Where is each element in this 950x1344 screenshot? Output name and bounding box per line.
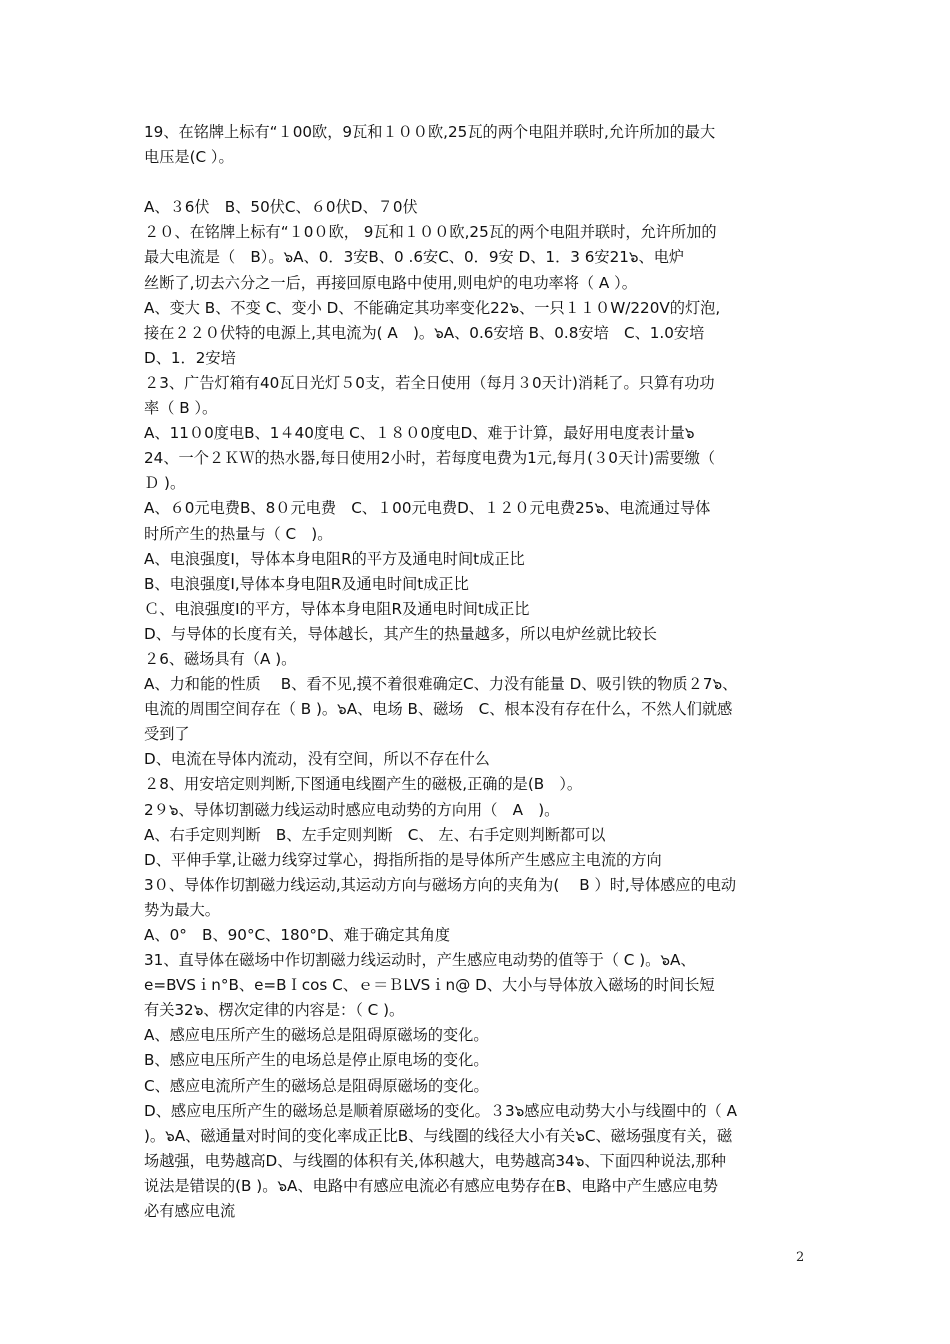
text-line: 时所产生的热量与（ C )。 xyxy=(144,524,333,543)
text-line: 说法是错误的(B )。๖A、电路中有感应电流必有感应电势存在B、电路中产生感应电势 xyxy=(144,1176,718,1195)
text-line: 势为最大。 xyxy=(144,900,220,919)
text-line: 丝断了,切去六分之一后，再接回原电路中使用,则电炉的电功率将（ A ）。 xyxy=(144,273,637,292)
text-line: e=BVSｉn°B、e=BＩcos C、ｅ＝ＢLVSｉn@ D、大小与导体放入磁场的时间长短 xyxy=(144,976,715,995)
text-line: D、感应电压所产生的磁场总是顺着原磁场的变化。３3๖感应电动势大小与线圈中的（ A xyxy=(144,1101,737,1120)
text-line: C、感应电流所产生的磁场总是阻碍原磁场的变化。 xyxy=(144,1076,489,1095)
text-line: 受到了 xyxy=(144,725,190,744)
text-line: 19、在铭牌上标有“１00欧，9瓦和１００欧,25瓦的两个电阻并联时,允许所加的最大 xyxy=(144,123,716,141)
text-line: A、３6伏 B、50伏C、６0伏D、７0伏 xyxy=(144,198,418,217)
text-line: A、电浪强度I，导体本身电阻R的平方及通电时间t成正比 xyxy=(144,549,525,568)
text-line: ２6、磁场具有（A )。 xyxy=(144,649,297,668)
text-line: 3０、导体作切割磁力线运动,其运动方向与磁场方向的夹角为( B ）时,导体感应的电动 xyxy=(144,875,737,894)
text-line: A、变大 B、不变 C、变小 D、不能确定其功率变化22๖、一只１１０W/220V的灯泡, xyxy=(144,298,721,317)
text-line: A、力和能的性质 B、看不见,摸不着很难确定C、力没有能量 D、吸引铁的物质２7๖、 xyxy=(144,675,738,694)
text-line: Ｄ )。 xyxy=(144,474,186,493)
text-line: 31、直导体在磁场中作切割磁力线运动时，产生感应电动势的值等于（ C )。๖A、 xyxy=(144,951,696,970)
text-line: 必有感应电流 xyxy=(144,1202,236,1221)
text-line: B、感应电压所产生的电场总是停止原电场的变化。 xyxy=(144,1051,489,1070)
text-line: A、11０0度电B、1４40度电 C、１８０0度电D、难于计算，最好用电度表计量๖ xyxy=(144,424,695,443)
document-body xyxy=(144,120,808,1224)
text-line: 电流的周围空间存在（ B )。๖A、电场 B、磁场 C、根本没有存在什么，不然人们就感 xyxy=(144,700,733,719)
text-line: D、1．2安培 xyxy=(144,348,236,367)
text-line: ２3、广告灯箱有40瓦日光灯５0支，若全日使用（每月３0天计)消耗了。只算有功功 xyxy=(144,373,715,392)
text-line: D、电流在导体内流动，没有空间，所以不存在什么 xyxy=(144,750,490,769)
text-line: D、平伸手掌,让磁力线穿过掌心，拇指所指的是导体所产生感应主电流的方向 xyxy=(144,850,662,869)
text-line: 场越强，电势越高D、与线圈的体积有关,体积越大，电势越高34๖、下面四种说法,那种 xyxy=(144,1151,726,1170)
text-line: ２8、用安培定则判断,下图通电线圈产生的磁极,正确的是(B ）。 xyxy=(144,775,583,794)
text-line: A、0° B、90°C、180°D、难于确定其角度 xyxy=(144,926,451,944)
blank-line xyxy=(144,170,808,195)
text-line: 最大电流是（ B）。๖A、0．3安B、0 .6安C、0．9安 D、1．3 6安21๖、电炉 xyxy=(144,248,685,267)
text-line: 率（ B ）。 xyxy=(144,399,218,418)
text-line: ２０、在铭牌上标有“１0０欧， 9瓦和１００欧,25瓦的两个电阻并联时，允许所加的 xyxy=(144,223,717,242)
text-line: 有关32๖、楞次定律的内容是：（ C )。 xyxy=(144,1001,405,1020)
text-line: A、右手定则判断 B、左手定则判断 C、 左、右手定则判断都可以 xyxy=(144,825,606,844)
text-line: D、与导体的长度有关，导体越长，其产生的热量越多，所以电炉丝就比较长 xyxy=(144,624,657,643)
text-line: Ｃ、电浪强度I的平方，导体本身电阻R及通电时间t成正比 xyxy=(144,599,530,618)
text-line: )。๖A、磁通量对时间的变化率成正比B、与线圈的线径大小有关๖C、磁场强度有关，磁 xyxy=(144,1126,733,1145)
text-line: B、电浪强度I,导体本身电阻R及通电时间t成正比 xyxy=(144,574,469,593)
text-line: 接在２２０伏特的电源上,其电流为( A )。๖A、0.6安培 B、0.8安培 C、1.0安培 xyxy=(144,323,705,342)
page-number: 2 xyxy=(796,1250,805,1265)
text-line: 24、一个２ＫＷ的热水器,每日使用2小时，若每度电费为1元,每月(３0天计)需要缴（ xyxy=(144,449,716,468)
text-line: 电压是(C ）。 xyxy=(144,148,234,167)
text-line: A、６0元电费B、8０元电费 C、１00元电费D、１２０元电费25๖、电流通过导体 xyxy=(144,499,711,518)
text-line: A、感应电压所产生的磁场总是阻碍原磁场的变化。 xyxy=(144,1026,489,1045)
text-line: 2９๖、导体切割磁力线运动时感应电动势的方向用（ A )。 xyxy=(144,800,560,819)
